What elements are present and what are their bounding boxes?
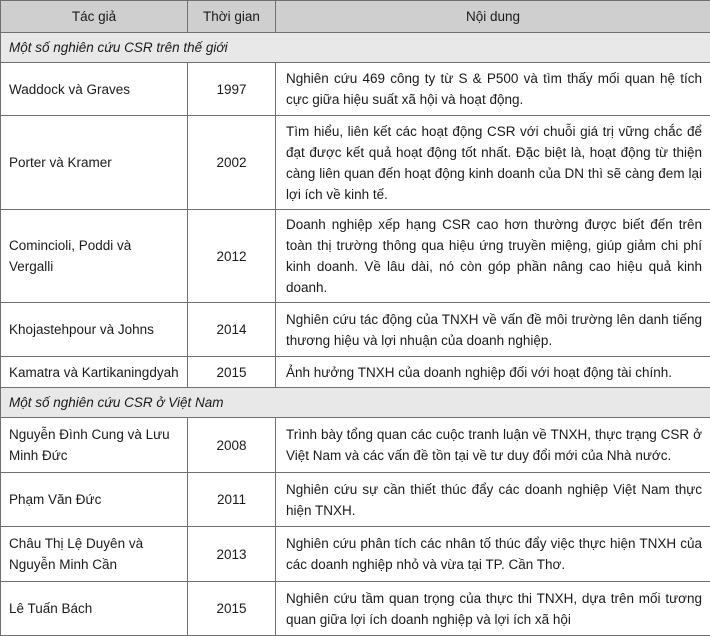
cell-year: 2015 <box>188 582 276 636</box>
header-time: Thời gian <box>188 1 276 33</box>
table-row <box>1 418 710 473</box>
section-row-vietnam <box>1 388 710 418</box>
cell-author: Comincioli, Poddi và Vergalli <box>1 210 188 303</box>
header-content: Nội dung <box>276 1 710 33</box>
cell-author: Lê Tuấn Bách <box>1 582 188 636</box>
cell-year: 2008 <box>188 418 276 473</box>
header-author: Tác giả <box>1 1 188 33</box>
cell-year: 1997 <box>188 63 276 116</box>
cell-content: Doanh nghiệp xếp hạng CSR cao hơn thường được biết đến trên toàn thị trường thông qua hiệu ứng truyền miệng, giúp giảm chi phí kinh doanh. Về lâu dài, nó còn góp phần nâng cao hiệu quả kinh doanh. <box>276 210 710 303</box>
table-row <box>1 473 710 527</box>
table-row <box>1 527 710 582</box>
cell-author: Nguyễn Đình Cung và Lưu Minh Đức <box>1 418 188 473</box>
cell-content: Nghiên cứu tác động của TNXH về vấn đề môi trường lên danh tiếng thương hiệu và lợi nhuận của doanh nghiệp. <box>276 303 710 357</box>
cell-content: Nghiên cứu 469 công ty từ S & P500 và tìm thấy mối quan hệ tích cực giữa hiệu suất xã hội và hoạt động. <box>276 63 710 116</box>
cell-content: Nghiên cứu phân tích các nhân tố thúc đẩy việc thực hiện TNXH của các doanh nghiệp nhỏ và vừa tại TP. Cần Thơ. <box>276 527 710 582</box>
section-row-world <box>1 33 710 63</box>
cell-content: Ảnh hưởng TNXH của doanh nghiệp đối với hoạt động tài chính. <box>276 357 710 388</box>
cell-content: Nghiên cứu sự cần thiết thúc đẩy các doanh nghiệp Việt Nam thực hiện TNXH. <box>276 473 710 527</box>
cell-author: Kamatra và Kartikaningdyah <box>1 357 188 388</box>
table-row <box>1 582 710 636</box>
cell-year: 2002 <box>188 116 276 210</box>
cell-author: Khojastehpour và Johns <box>1 303 188 357</box>
table-row <box>1 303 710 357</box>
table-row <box>1 357 710 388</box>
cell-year: 2013 <box>188 527 276 582</box>
cell-year: 2012 <box>188 210 276 303</box>
table-row <box>1 63 710 116</box>
section-title: Một số nghiên cứu CSR trên thế giới <box>1 33 710 63</box>
cell-content: Trình bày tổng quan các cuộc tranh luận về TNXH, thực trạng CSR ở Việt Nam và các vấn đề tồn tại về tư duy đổi mới của Nhà nước. <box>276 418 710 473</box>
cell-year: 2015 <box>188 357 276 388</box>
cell-author: Phạm Văn Đức <box>1 473 188 527</box>
table-row <box>1 116 710 210</box>
cell-year: 2011 <box>188 473 276 527</box>
cell-author: Châu Thị Lệ Duyên và Nguyễn Minh Cần <box>1 527 188 582</box>
cell-content: Tìm hiểu, liên kết các hoạt động CSR với chuỗi giá trị vững chắc để đạt được kết quả hoạt động tốt nhất. Đặc biệt là, hoạt động từ thiện càng liên quan đến hoạt động kinh doanh của DN thì sẽ càng đem lại lợi ích về kinh tế. <box>276 116 710 210</box>
cell-author: Waddock và Graves <box>1 63 188 116</box>
cell-content: Nghiên cứu tầm quan trọng của thực thi TNXH, dựa trên mối tương quan giữa lợi ích doanh nghiệp và lợi ích xã hội <box>276 582 710 636</box>
cell-year: 2014 <box>188 303 276 357</box>
header-row <box>1 1 710 33</box>
section-title: Một số nghiên cứu CSR ở Việt Nam <box>1 388 710 418</box>
cell-author: Porter và Kramer <box>1 116 188 210</box>
table-row <box>1 210 710 303</box>
